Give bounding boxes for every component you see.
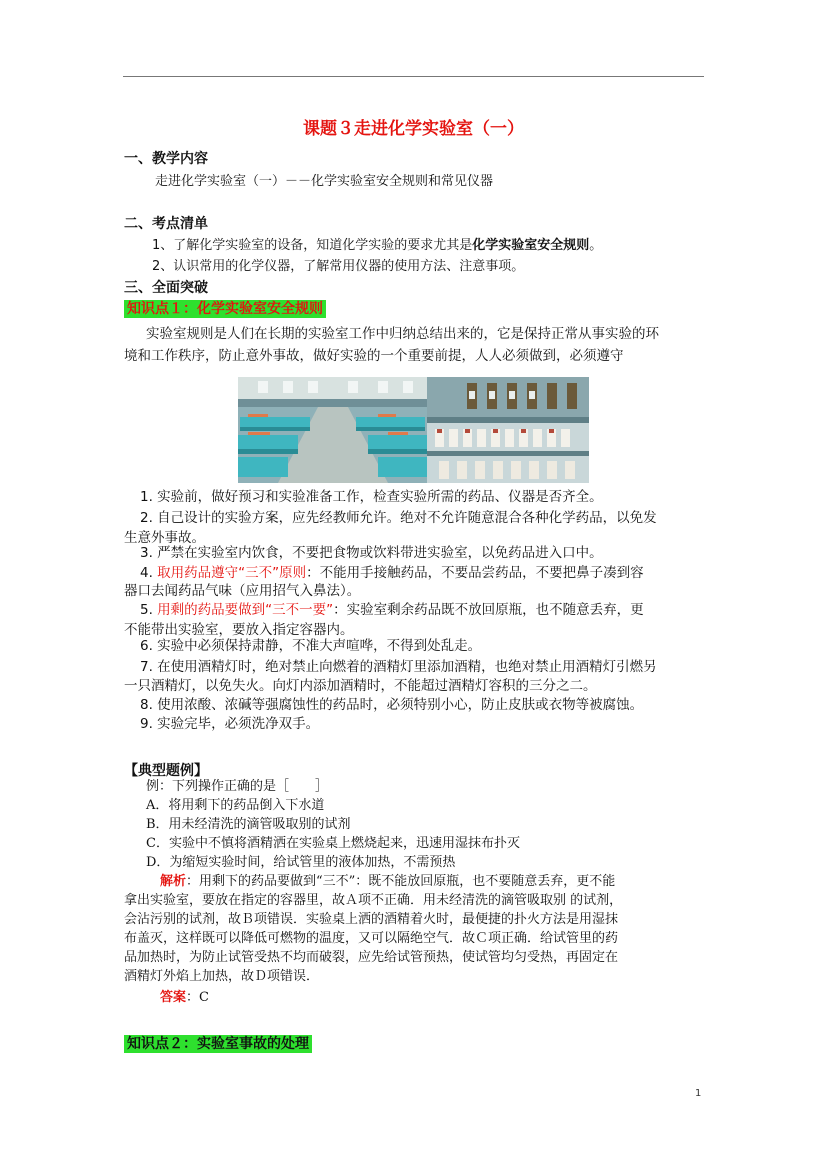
rule-2-line-1: 2. 自己设计的实验方案，应先经教师允许。绝对不允许随意混合各种化学药品，以免发 xyxy=(140,510,657,526)
rule-9: 9. 实验完毕，必须洗净双手。 xyxy=(140,716,320,732)
lab-classroom-photo xyxy=(238,377,427,483)
rule-5-text: ：实验室剩余药品既不放回原瓶，也不随意丢弃，更 xyxy=(333,602,644,618)
section-2-item-2: 2、认识常用的化学仪器，了解常用仪器的使用方法、注意事项。 xyxy=(152,259,525,274)
option-b: B．用未经清洗的滴管吸取别的试剂 xyxy=(146,817,351,832)
header-rule xyxy=(123,76,704,77)
rule-1: 1. 实验前，做好预习和实验准备工作，检查实验所需的药品、仪器是否齐全。 xyxy=(140,489,603,505)
kp1-highlight: 知识点１：化学实验室安全规则 xyxy=(124,300,326,318)
analysis-line-2: 拿出实验室，要放在指定的容器里，故Ａ项不正确．用未经清洗的滴管吸取别 的试剂， xyxy=(124,893,623,908)
kp1-intro-line-2: 境和工作秩序，防止意外事故，做好实验的一个重要前提，人人必须做到，必须遵守 xyxy=(124,348,624,364)
page-title: 课题３走进化学实验室（一） xyxy=(303,119,524,139)
knowledge-point-2-label xyxy=(124,1033,312,1053)
rule-7-line-1: 7. 在使用酒精灯时，绝对禁止向燃着的酒精灯里添加酒精，也绝对禁止用酒精灯引燃另 xyxy=(140,659,657,675)
item-1-bold: 化学实验室安全规则 xyxy=(472,238,590,253)
rule-4-line-2: 器口去闻药品气味（应用招气入鼻法）。 xyxy=(124,583,361,599)
rule-7-line-2: 一只酒精灯，以免失火。向灯内添加酒精时，不能超过酒精灯容积的三分之二。 xyxy=(124,678,597,694)
reagent-shelf-photo xyxy=(427,377,589,483)
analysis-line-4: 布盖灭，这样既可以降低可燃物的温度，又可以隔绝空气．故Ｃ项正确．给试管里的药 xyxy=(124,931,619,946)
page-number: 1 xyxy=(695,1088,702,1099)
section-1-text: 走进化学实验室（一）－－化学实验室安全规则和常见仪器 xyxy=(155,174,494,189)
rule-5-number: 5. xyxy=(140,602,158,618)
example-heading: 【典型题例】 xyxy=(124,763,208,779)
rule-8: 8. 使用浓酸、浓碱等强腐蚀性的药品时，必须特别小心，防止皮肤或衣物等被腐蚀。 xyxy=(140,697,644,713)
kp2-highlight: 知识点２：实验室事故的处理 xyxy=(124,1035,312,1053)
rule-4-number: 4. xyxy=(140,565,158,581)
example-question: 例：下列操作正确的是［ ］ xyxy=(146,779,329,794)
knowledge-point-1-label xyxy=(124,298,326,318)
analysis-line-6: 酒精灯外焰上加热，故Ｄ项错误． xyxy=(124,969,320,984)
rule-5-highlight: 用剩的药品要做到“三不一要” xyxy=(157,602,334,618)
analysis-line-5: 品加热时，为防止试管受热不均而破裂，应先给试管预热，使试管均匀受热，再固定在 xyxy=(124,950,619,965)
rule-4-highlight: 取用药品遵守“三不”原则 xyxy=(157,565,307,581)
analysis-line-1 xyxy=(160,872,615,892)
rule-2-line-2: 生意外事故。 xyxy=(124,530,205,546)
option-d: D．为缩短实验时间，给试管里的液体加热，不需预热 xyxy=(146,855,456,870)
rule-5-line-1 xyxy=(140,600,644,621)
rule-4-text: ：不能用手接触药品，不要品尝药品，不要把鼻子凑到容 xyxy=(306,565,644,581)
answer-label: 答案 xyxy=(160,990,187,1005)
item-1-end: 。 xyxy=(589,238,603,253)
section-3-heading: 三、全面突破 xyxy=(124,280,208,296)
rule-5-line-2: 不能带出实验室，要放入指定容器内。 xyxy=(124,622,354,638)
answer-value: ：C xyxy=(186,990,209,1005)
rule-3: 3. 严禁在实验室内饮食，不要把食物或饮料带进实验室，以免药品进入口中。 xyxy=(140,545,603,561)
section-1-heading: 一、教学内容 xyxy=(124,151,208,167)
kp1-intro-line-1: 实验室规则是人们在长期的实验室工作中归纳总结出来的，它是保持正常从事实验的环 xyxy=(146,326,659,342)
section-2-item-1 xyxy=(152,234,602,253)
answer-line xyxy=(160,988,209,1008)
option-c: C．实验中不慎将酒精洒在实验桌上燃烧起来，迅速用湿抹布扑灭 xyxy=(146,836,520,851)
option-a: A．将用剩下的药品倒入下水道 xyxy=(146,798,325,813)
section-2-heading: 二、考点清单 xyxy=(124,216,208,232)
analysis-label: 解析 xyxy=(160,874,187,889)
analysis-text-1: ：用剩下的药品要做到“三不”：既不能放回原瓶，也不要随意丢弃，更不能 xyxy=(186,874,616,889)
item-1-text: 1、了解化学实验室的设备，知道化学实验的要求尤其是 xyxy=(152,238,473,253)
rule-6: 6. 实验中必须保持肃静，不准大声喧哗，不得到处乱走。 xyxy=(140,638,482,654)
analysis-line-3: 会沾污别的试剂，故Ｂ项错误．实验桌上洒的酒精着火时，最便捷的扑火方法是用湿抹 xyxy=(124,912,619,927)
